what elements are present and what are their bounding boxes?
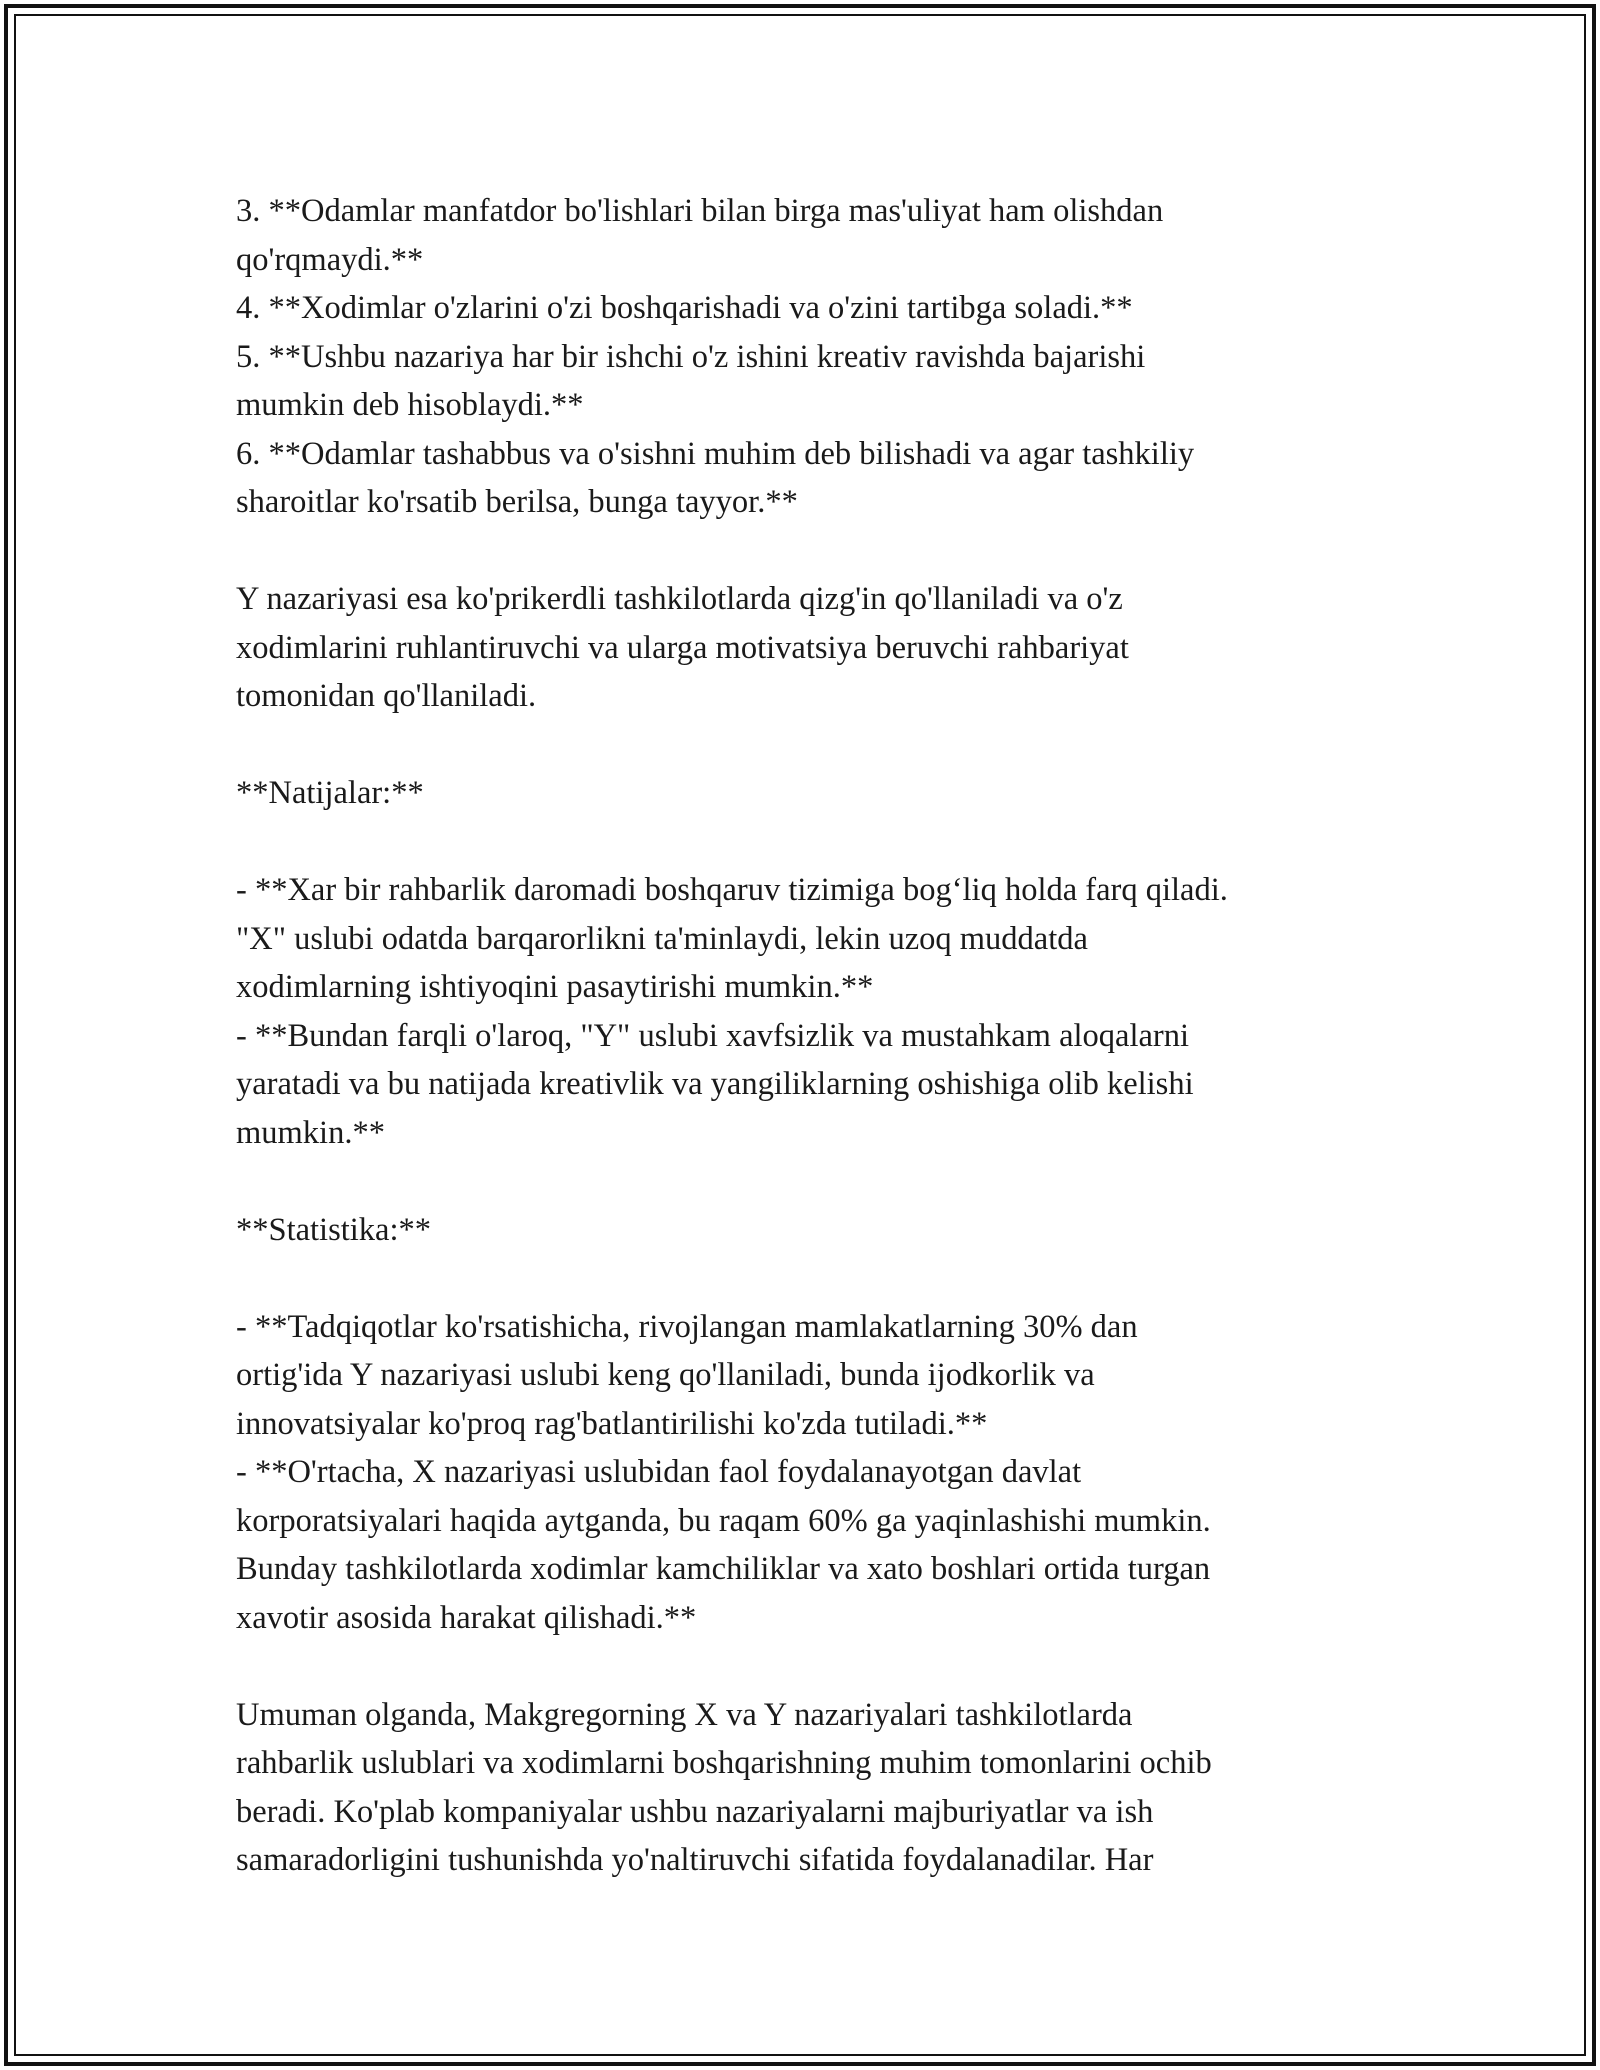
text-line: rahbarlik uslublari va xodimlarni boshqarishning muhim tomonlarini ochib bbox=[236, 1745, 1212, 1781]
paragraph-gap bbox=[236, 1157, 1386, 1206]
text-line: - **Xar bir rahbarlik daromadi boshqaruv tizimiga bog‘liq holda farq qiladi. bbox=[236, 872, 1228, 908]
text-line: 5. **Ushbu nazariya har bir ishchi o'z ishini kreativ ravishda bajarishi bbox=[236, 338, 1146, 375]
text-line: beradi. Ko'plab kompaniyalar ushbu nazariyalarni majburiyatlar va ish bbox=[236, 1793, 1154, 1830]
text-line: Bunday tashkilotlarda xodimlar kamchiliklar va xato boshlari ortida turgan bbox=[236, 1551, 1211, 1587]
text-line: xodimlarning ishtiyoqini pasaytirishi mumkin.** bbox=[236, 969, 874, 1005]
section-heading bbox=[236, 769, 1386, 818]
text-line: samaradorligini tushunishda yo'naltiruvchi sifatida foydalanadilar. Har bbox=[236, 1842, 1154, 1878]
paragraph-gap bbox=[236, 818, 1386, 867]
text-line: xodimlarini ruhlantiruvchi va ularga motivatsiya beruvchi rahbariyat bbox=[236, 629, 1129, 666]
text-line: - **Bundan farqli o'laroq, "Y" uslubi xavfsizlik va mustahkam aloqalarni bbox=[236, 1017, 1190, 1054]
text-line: innovatsiyalar ko'proq rag'batlantirilishi ko'zda tutiladi.** bbox=[236, 1405, 988, 1442]
text-line: 6. **Odamlar tashabbus va o'sishni muhim deb bilishadi va agar tashkiliy bbox=[236, 435, 1195, 472]
text-line: **Statistika:** bbox=[236, 1211, 431, 1248]
text-line: Y nazariyasi esa ko'prikerdli tashkilotlarda qizg'in qo'llaniladi va o'z bbox=[236, 581, 1123, 617]
text-line: qo'rqmaydi.** bbox=[236, 241, 424, 278]
text-line: mumkin deb hisoblaydi.** bbox=[236, 387, 584, 423]
paragraph bbox=[236, 187, 1386, 527]
text-line: 4. **Xodimlar o'zlarini o'zi boshqarishadi va o'zini tartibga soladi.** bbox=[236, 290, 1133, 326]
text-line: **Natijalar:** bbox=[236, 775, 424, 811]
text-line: - **Tadqiqotlar ko'rsatishicha, rivojlangan mamlakatlarning 30% dan bbox=[236, 1308, 1138, 1345]
paragraph-gap bbox=[236, 721, 1386, 770]
paragraph-gap bbox=[236, 1254, 1386, 1303]
paragraph bbox=[236, 1303, 1386, 1643]
text-line: "X" uslubi odatda barqarorlikni ta'minlaydi, lekin uzoq muddatda bbox=[236, 920, 1088, 957]
text-line: Umuman olganda, Makgregorning X va Y nazariyalari tashkilotlarda bbox=[236, 1696, 1133, 1733]
paragraph bbox=[236, 1691, 1386, 1885]
text-line: tomonidan qo'llaniladi. bbox=[236, 678, 537, 714]
text-line: sharoitlar ko'rsatib berilsa, bunga tayyor.** bbox=[236, 484, 798, 520]
text-line: xavotir asosida harakat qilishadi.** bbox=[236, 1599, 697, 1636]
paragraph-gap bbox=[236, 1642, 1386, 1691]
paragraph bbox=[236, 866, 1386, 1157]
text-line: ortig'ida Y nazariyasi uslubi keng qo'llaniladi, bunda ijodkorlik va bbox=[236, 1357, 1095, 1393]
text-line: mumkin.** bbox=[236, 1114, 385, 1151]
text-line: 3. **Odamlar manfatdor bo'lishlari bilan birga mas'uliyat ham olishdan bbox=[236, 193, 1164, 229]
text-line: yaratadi va bu natijada kreativlik va yangiliklarning oshishiga olib kelishi bbox=[236, 1066, 1194, 1102]
text-line: - **O'rtacha, X nazariyasi uslubidan faol foydalanayotgan davlat bbox=[236, 1454, 1082, 1490]
text-line: korporatsiyalari haqida aytganda, bu raqam 60% ga yaqinlashishi mumkin. bbox=[236, 1502, 1211, 1539]
document-body bbox=[236, 187, 1386, 1885]
section-heading bbox=[236, 1206, 1386, 1255]
paragraph-gap bbox=[236, 527, 1386, 576]
paragraph bbox=[236, 575, 1386, 721]
